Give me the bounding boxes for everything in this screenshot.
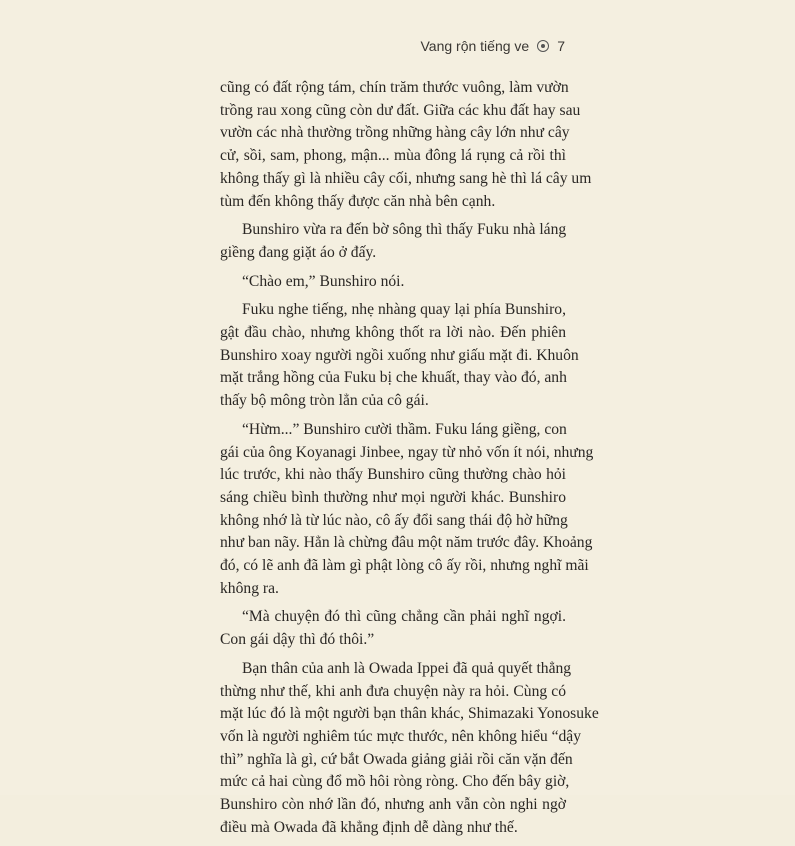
text-line: cử, sồi, sam, phong, mận... mùa đông lá rụng cả rồi thì bbox=[220, 147, 566, 165]
text-line: Bunshiro xoay người ngồi xuống như giấu mặt đi. Khuôn bbox=[220, 346, 579, 364]
text-line: cũng có đất rộng tám, chín trăm thước vuông, làm vườn bbox=[220, 79, 569, 96]
body-text bbox=[220, 77, 599, 846]
text-line: như ban nãy. Hẳn là chừng đâu một năm trước đây. Khoảng bbox=[220, 534, 593, 552]
text-line: Bạn thân của anh là Owada Ippei đã quả quyết thẳng bbox=[242, 659, 572, 677]
page-number: 7 bbox=[557, 38, 565, 54]
text-line: đó, có lẽ anh đã làm gì phật lòng cô ấy rồi, nhưng nghĩ mãi bbox=[220, 557, 589, 575]
text-line: thừng như thế, khi anh đưa chuyện này ra hỏi. Cùng có bbox=[220, 682, 566, 700]
text-line: sáng chiều bình thường như mọi người khác. Bunshiro bbox=[220, 488, 566, 506]
text-line: tùm đến không thấy được căn nhà bên cạnh. bbox=[220, 192, 496, 210]
text-line: trồng rau xong cũng còn dư đất. Giữa các khu đất hay sau bbox=[220, 101, 581, 119]
flower-ornament-icon bbox=[537, 40, 549, 52]
paragraph bbox=[220, 219, 566, 264]
text-line: vườn các nhà thường trồng những hàng cây lớn như cây bbox=[220, 124, 570, 142]
paragraph bbox=[220, 271, 566, 294]
text-line: Con gái dậy thì đó thôi.” bbox=[220, 631, 375, 649]
text-line: mức cả hai cùng đổ mồ hôi ròng ròng. Cho đến bây giờ, bbox=[220, 773, 570, 791]
text-line: không thấy gì là nhiều cây cối, nhưng sang hè thì lá cây um bbox=[220, 169, 592, 187]
text-line: “Mà chuyện đó thì cũng chẳng cần phải nghĩ ngợi. bbox=[242, 608, 566, 626]
paragraph bbox=[220, 658, 599, 840]
running-header bbox=[420, 38, 565, 54]
text-line: Bunshiro vừa ra đến bờ sông thì thấy Fuku nhà láng bbox=[242, 221, 567, 239]
text-line: “Hừm...” Bunshiro cười thầm. Fuku láng giềng, con bbox=[242, 420, 567, 438]
text-line: thấy bộ mông tròn lẳn của cô gái. bbox=[220, 392, 429, 410]
text-line: Fuku nghe tiếng, nhẹ nhàng quay lại phía Bunshiro, bbox=[242, 301, 566, 319]
text-line: thì” nghĩa là gì, cứ bắt Owada giảng giải rồi căn vặn đến bbox=[220, 750, 573, 768]
running-title: Vang rộn tiếng ve bbox=[420, 38, 530, 54]
paragraph bbox=[220, 419, 594, 601]
text-line: không nhớ là từ lúc nào, cô ấy đổi sang thái độ hờ hững bbox=[220, 511, 568, 529]
text-line: gật đầu chào, nhưng không thốt ra lời nào. Đến phiên bbox=[220, 324, 566, 342]
text-line: giềng đang giặt áo ở đấy. bbox=[220, 243, 377, 261]
text-line: lúc trước, khi nào thấy Bunshiro cũng thường chào hỏi bbox=[220, 466, 566, 484]
paragraph bbox=[220, 606, 566, 651]
text-line: “Chào em,” Bunshiro nói. bbox=[242, 272, 405, 290]
text-line: gái của ông Koyanagi Jinbee, ngay từ nhỏ vốn ít nói, nhưng bbox=[220, 443, 594, 461]
text-line: vốn là người nghiêm túc mực thước, nên không hiểu “dậy bbox=[220, 727, 582, 745]
text-line: mặt trắng hồng của Fuku bị che khuất, thay vào đó, anh bbox=[220, 369, 567, 387]
paragraph bbox=[220, 299, 579, 413]
paragraph bbox=[220, 77, 592, 213]
text-line: Bunshiro còn nhớ lần đó, nhưng anh vẫn còn nghi ngờ bbox=[220, 796, 566, 814]
text-line: không ra. bbox=[220, 579, 279, 597]
text-line: điều mà Owada đã khẳng định dễ dàng như thế. bbox=[220, 818, 518, 836]
text-line: mặt lúc đó là một người bạn thân khác, Shimazaki Yonosuke bbox=[220, 705, 599, 723]
